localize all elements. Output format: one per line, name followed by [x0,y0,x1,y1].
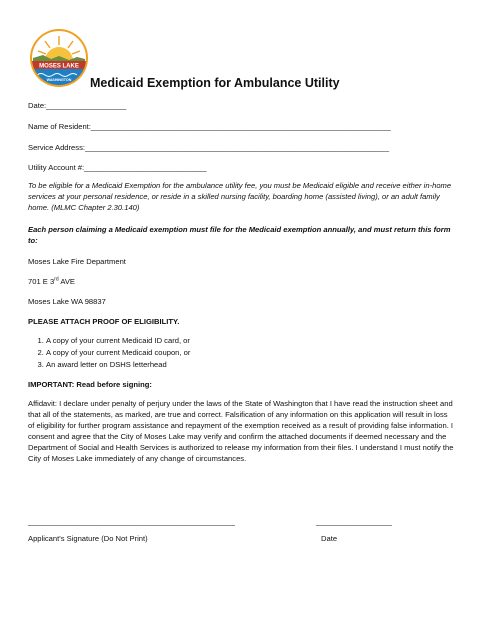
date-field[interactable]: Date:___________________ [28,101,127,110]
date-label: Date [321,534,338,543]
street-number: 701 E 3 [28,277,55,286]
attach-heading: PLEASE ATTACH PROOF OF ELIGIBILITY. [28,317,180,326]
moses-lake-logo [29,28,89,88]
street-suffix: rd [54,276,59,283]
date-signature-line[interactable]: __________________ [316,517,393,526]
signature-line[interactable]: _________________________________________________ [28,517,235,526]
utility-account-field[interactable]: Utility Account #:_____________________________ [28,163,207,172]
resident-name-field[interactable]: Name of Resident:_______________________________________________________________________ [28,122,391,131]
street-rest: AVE [58,277,75,286]
proof-list-container [28,335,454,371]
page-title: Medicaid Exemption for Ambulance Utility [90,76,340,90]
list-item: 3. An award letter on DSHS letterhead [46,359,454,370]
affidavit-text: Affidavit: I declare under penalty of perjury under the laws of the State of Washington that I have read the instruction sheet and that all of the statements, as marked, are true and correct. Falsification of any information on this application will result in loss of eligibility for further program assistance and repayment of the exemption received as a result of providing false information. I consent and agree that the City of Moses Lake may verify and confirm the attached documents if deemed necessary and the Department of Social and Health Services is authorized to release my information from their files. I understand I must notify the City of Moses Lake immediately of any change of circumstances. [28,399,454,463]
eligibility-text: To be eligible for a Medicaid Exemption for the ambulance utility fee, you must be Medicaid eligible and receive either in-home services at your personal residence, or reside in a skilled nursing facility, boarding home (assisted living), or an adult family home. (MLMC Chapter 2.30.140) [28,181,452,212]
address-street [28,276,75,287]
important-heading: IMPORTANT: Read before signing: [28,380,152,389]
list-item: 2. A copy of your current Medicaid coupon, or [46,347,454,358]
signature-label: Applicant's Signature (Do Not Print) [28,534,148,543]
list-item: 1. A copy of your current Medicaid ID card, or [46,335,454,346]
service-address-field[interactable]: Service Address:________________________________________________________________________ [28,143,390,152]
proof-list [28,335,454,370]
claim-instructions: Each person claiming a Medicaid exemption must file for the Medicaid exemption annually, and must return this form to: [28,225,451,245]
logo-text: MOSES LAKE [39,63,79,70]
logo-bottom-text: WASHINGTON [46,78,72,82]
address-city: Moses Lake WA 98837 [28,297,106,306]
address-org: Moses Lake Fire Department [28,257,126,266]
